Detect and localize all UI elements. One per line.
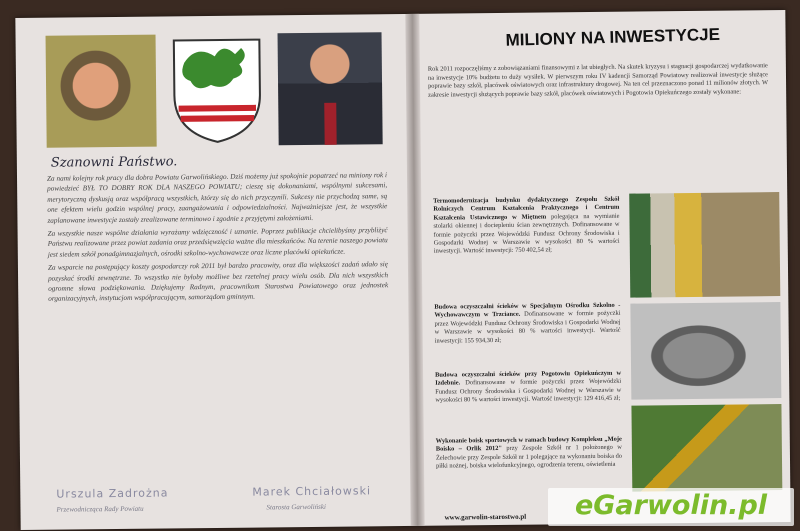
intro-text: Rok 2011 rozpoczęliśmy z zobowiązaniami finansowymi z lat ubiegłych. Na skutek kryzysu i stagnacji gospodarczej wydatkowanie na inwestycje 10% budżetu to duży wysiłek. W pierwszym roku IV kadencji Samorząd Powiatowy realizował inwestycje służące poprawie bazy szkół, placówek oświatowych oraz infrastruktury drogowej. Na ten cel przeznaczono ponad 11 milionów złotych. W zakresie inwestycji służących poprawie bazy szkół, placówek oświatowych i Pogotowia Opiekuńczego zostały wykonane:: [427, 62, 769, 99]
school-building-photo: [629, 192, 780, 298]
investment-item: [435, 370, 621, 406]
letter-text: [47, 170, 388, 304]
item-title: Termomodernizacja budynku dydaktycznego Zespołu Szkół Rolniczych Centrum Kształcenia Praktycznego i Centrum Kształcenia Ustawicznego w Miętnem: [433, 195, 620, 222]
item-title: Wykonanie boisk sportowych w ramach budowy Kompleksu „Moje Boisko – Orlik 2012": [435, 435, 622, 454]
item-text: przy Zespole Szkół nr 1 położonego w Żelechowie przy Zespole Szkół nr 1 polegające na wykonaniu boiska do piłki nożnej, boiska wielofunkcyjnego, ogrodzenia terenu, oświetlenia: [435, 444, 622, 470]
leaflet: [15, 10, 790, 530]
starost-photo: [278, 32, 383, 145]
item-text: Dofinansowane w formie pożyczki przez Wojewódzki Fundusz Ochrony Środowiska i Gospodarki Wodnej w Warszawie w wysokości 80 % wartości inwestycji. Wartość inwestycji: 155 934,30 zł;: [434, 310, 621, 345]
sewage-plant-photo: [630, 302, 781, 400]
website-url: www.garwolin-starostwo.pl: [444, 512, 527, 522]
letter-paragraph: Za wsparcie na postępujący koszty gospodarczy rok 2011 był bardzo pracowity, oraz dla większości zadań udało się pozyskać środki zewnętrzne. To wszystko nie byłoby możliwe bez rzetelnej pracy wielu osób. Dla nich wszystkich ogromne słowa podziękowania. Dziękujemy Radnym, pracownikom Starostwa Powiatowego oraz jednostek organizacyjnych, instytucjom współpracującym, samorządom gminnym.: [47, 260, 389, 304]
item-title: Budowa oczyszczalni ścieków w Specjalnym Ośrodku Szkolno - Wychowawczym w Trzciance.: [434, 301, 621, 320]
tie: [324, 103, 336, 145]
councillor-photo: [46, 35, 157, 148]
investment-item: [433, 196, 620, 257]
signature-name: Marek Chciałowski: [252, 484, 372, 499]
watermark-text: eGarwolin.pl: [574, 490, 768, 521]
watermark: [548, 488, 794, 526]
investment-item: [434, 302, 620, 346]
coat-of-arms-icon: [166, 33, 269, 146]
investment-item: [436, 436, 622, 472]
page-fold: [405, 14, 424, 526]
letter-paragraph: Za nami kolejny rok pracy dla dobra Powiatu Garwolińskiego. Dziś możemy już spokojnie popatrzeć na miniony rok i powiedzieć BYŁ TO DOBRY ROK DLA NASZEGO POWIATU; cieszę się dokonaniami, wspólnymi sukcesami, merytoryczną dyskusją oraz współpracą wszystkich, którzy się do nich przyczynili. Sukcesy nie przychodzą same, są one efektem wielu godzin wspólnej pracy, zaangażowania i odpowiedzialności. Najważniejsze jest, że wszystkie zaplanowane inwestycje zostały zrealizowane terminowo i zgodnie z przyjętymi założeniami.: [46, 171, 388, 225]
signature-name: Urszula Zadrożna: [56, 486, 169, 501]
page-headline: MILIONY NA INWESTYCJE: [505, 24, 721, 50]
signature-role: Starosta Garwoliński: [266, 502, 326, 512]
item-title: Budowa oczyszczalni ścieków przy Pogotowiu Opiekuńczym w Izdebnie.: [435, 369, 622, 388]
item-text: polegająca na wymianie stolarki okiennej i dociepleniu ścian zewnętrznych. Dofinansowane w formie pożyczki przez Wojewódzki Fundusz Ochrony Środowiska i Gospodarki Wodnej w Warszawie w wysokości 80 % wartości inwestycji. Wartość inwestycji: 750 402,54 zł;: [433, 212, 620, 256]
construction-photo: [631, 404, 782, 492]
greeting: Szanowni Państwo.: [50, 154, 178, 171]
letter-paragraph: Za wszystkie nasze wspólne działania wyrażamy wdzięczność i uznanie. Poprzez publikacje chcielibyśmy przybliżyć Państwu realizowane przez powiat zadania oraz przedsięwzięcia ważne dla mieszkańców. Na terenie naszego powiatu jest siedem szkół ponadgimnazjalnych, ośrodki szkolno-wychowawcze oraz liczne placówki opiekuńcze.: [47, 226, 388, 259]
item-text: Dofinansowane w formie pożyczki przez Wojewódzki Fundusz Ochrony Środowiska i Gospodarki Wodnej w Warszawie w wysokości 80 % wartości inwestycji. Wartość inwestycji: 129 416,45 zł;: [435, 378, 622, 404]
signature-role: Przewodnicząca Rady Powiatu: [56, 504, 144, 514]
